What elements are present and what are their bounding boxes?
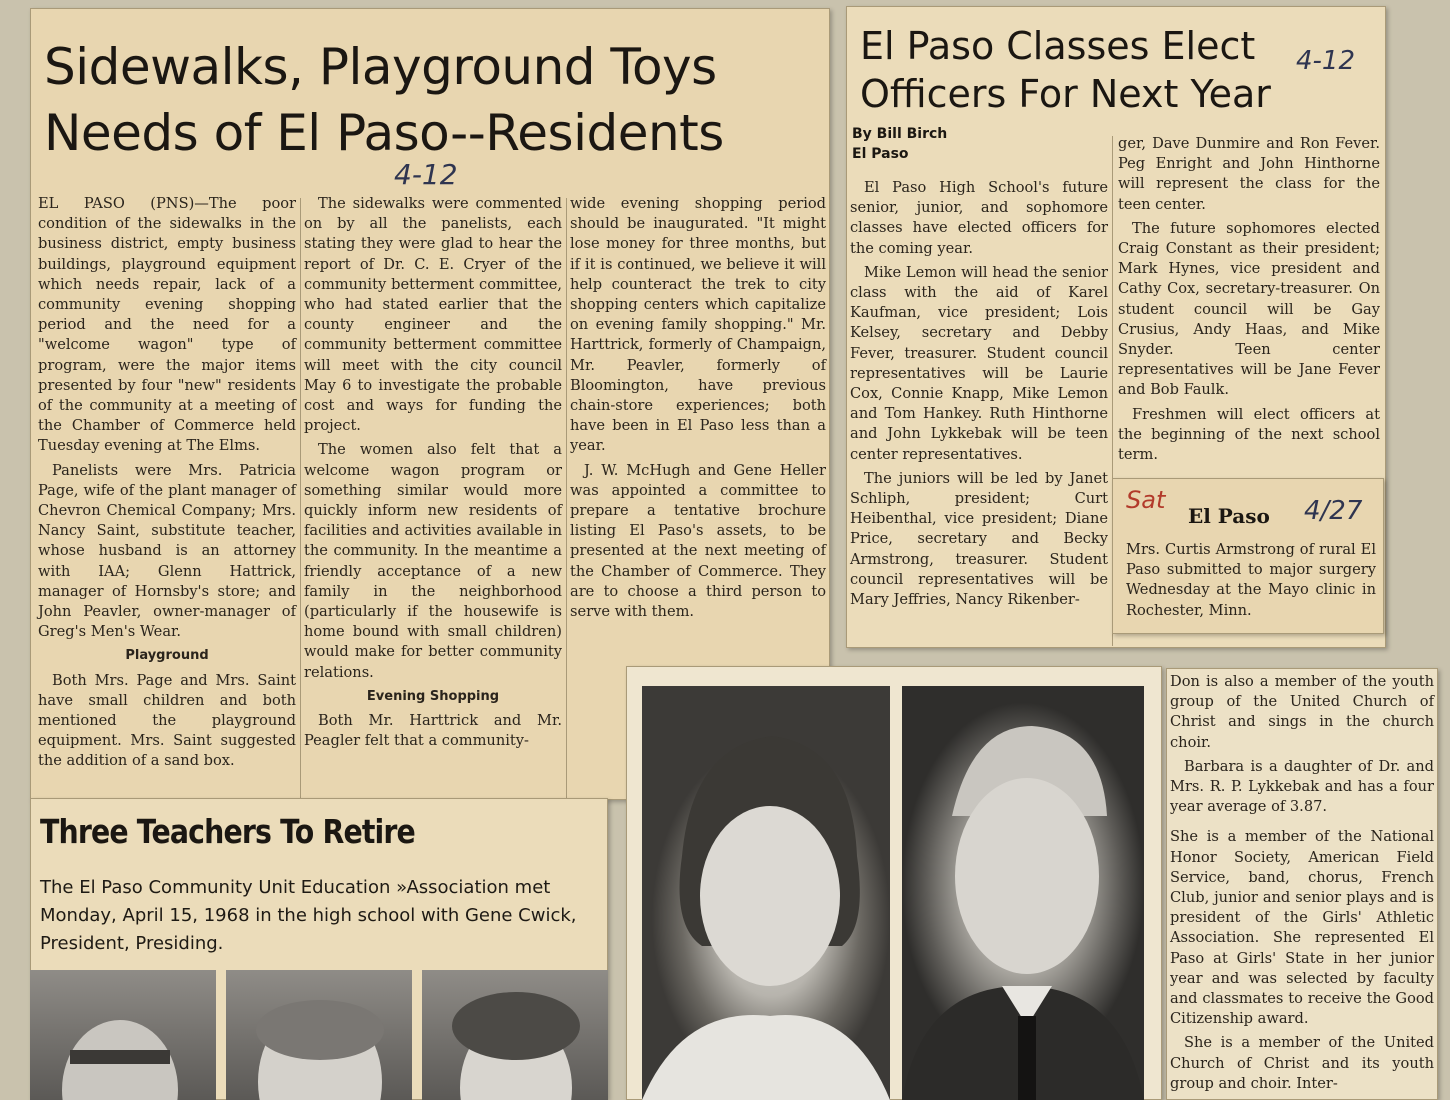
classes-column-1 bbox=[850, 178, 1108, 614]
subhead-playground: Playground bbox=[125, 648, 209, 664]
brief-title: El Paso bbox=[1188, 504, 1270, 528]
paragraph: The future sophomores elected Craig Constant as their president; Mark Hynes, vice president and Cathy Cox, secretary-treasurer. On student council will be Gay Crusius, Andy Haas, and Mike Snyder. Teen center representatives will be Jane Fever and Bob Faulk. bbox=[1118, 219, 1380, 399]
student-photo-don bbox=[902, 686, 1144, 1100]
sidewalks-headline-line2: Needs of El Paso--Residents bbox=[44, 104, 724, 162]
paragraph: Both Mrs. Page and Mrs. Saint have small children and both mentioned the playground equipment. Mrs. Saint suggested the addition of a sand box. bbox=[38, 671, 296, 770]
byline: By Bill Birch bbox=[852, 126, 948, 142]
classes-headline-line2: Officers For Next Year bbox=[860, 72, 1271, 116]
sidewalks-headline-line1: Sidewalks, Playground Toys bbox=[44, 38, 717, 96]
paragraph: J. W. McHugh and Gene Heller was appointed a committee to prepare a tentative brochure listing El Paso's assets, to be presented at the next meeting of the Chamber of Commerce. They are to choose a third person to serve with them. bbox=[570, 461, 826, 621]
portrait-barbara-svg bbox=[642, 686, 890, 1100]
paragraph: Panelists were Mrs. Patricia Page, wife of the plant manager of Chevron Chemical Company; Mrs. Nancy Saint, substitute teacher, whose husband is an attorney with IAA; Glenn Hattrick, manager of Hornsby's store; and John Peavler, owner-manager of Greg's Men's Wear. bbox=[38, 461, 296, 641]
paragraph: The women also felt that a welcome wagon program or something similar would more quickly inform new residents of facilities and activities available in the community. In the meantime a friendly acceptance of a new family in the neighborhood (particularly if the housewife is home bound with small children) would make for better community relations. bbox=[304, 441, 562, 681]
teachers-body: The El Paso Community Unit Education »Association met Monday, April 15, 1968 in the high school with Gene Cwick, President, Presiding. bbox=[40, 877, 577, 954]
paragraph: Both Mr. Harttrick and Mr. Peagler felt that a community- bbox=[304, 712, 562, 750]
sidewalks-column-2 bbox=[304, 194, 562, 755]
student-photos-clipping bbox=[626, 666, 1162, 1100]
column-rule bbox=[300, 198, 301, 798]
brief-body: Mrs. Curtis Armstrong of rural El Paso submitted to major surgery Wednesday at the Mayo clinic in Rochester, Minn. bbox=[1126, 541, 1376, 619]
sidewalks-headline bbox=[44, 34, 824, 166]
paragraph: Freshmen will elect officers at the beginning of the next school term. bbox=[1118, 405, 1380, 464]
bio-text bbox=[1170, 672, 1434, 1098]
teacher-photo-1 bbox=[30, 970, 216, 1100]
classes-column-2 bbox=[1118, 134, 1380, 469]
paragraph: The juniors will be led by Janet Schliph, president; Curt Heibenthal, vice president; Diane Price, secretary and Becky Armstrong, treasurer. Student council representatives will be Mary Jeffries, Nancy Rikenber- bbox=[850, 469, 1108, 609]
classes-headline-line1: El Paso Classes Elect bbox=[860, 24, 1256, 68]
paragraph: The sidewalks were commented on by all the panelists, each stating they were glad to hear the report of Dr. C. E. Cryer of the community betterment committee, who had stated earlier that the county engineer and the community betterment committee will meet with the city council May 6 to investigate the probable cost and ways for funding the project. bbox=[304, 195, 562, 435]
paragraph: ger, Dave Dunmire and Ron Fever. Peg Enright and John Hinthorne will represent the class for the teen center. bbox=[1118, 135, 1380, 213]
paragraph: Don is also a member of the youth group of the United Church of Christ and sings in the church choir. bbox=[1170, 673, 1434, 751]
portrait-1-svg bbox=[30, 970, 216, 1100]
teacher-photo-2 bbox=[226, 970, 412, 1100]
portrait-3-svg bbox=[422, 970, 608, 1100]
dateline: El Paso bbox=[852, 146, 909, 162]
paragraph: She is a member of the United Church of Christ and its youth group and choir. Inter- bbox=[1170, 1034, 1434, 1092]
paragraph: She is a member of the National Honor Society, American Field Service, band, chorus, French Club, junior and senior plays and is president of the Girls' Athletic Association. She represented El Paso at Girls' State in her junior year and was selected by faculty and classmates to receive the Good Citizenship award. bbox=[1170, 828, 1434, 1028]
sidewalks-column-3 bbox=[570, 194, 826, 626]
column-rule bbox=[566, 198, 567, 798]
brief-clipping bbox=[1112, 478, 1384, 634]
student-photo-barbara bbox=[642, 686, 890, 1100]
teachers-headline: Three Teachers To Retire bbox=[40, 812, 415, 851]
teachers-article bbox=[30, 798, 608, 1100]
paragraph: El Paso High School's future senior, junior, and sophomore classes have elected officers for the coming year. bbox=[850, 179, 1108, 257]
sidewalks-column-1 bbox=[38, 194, 296, 776]
portrait-don-svg bbox=[902, 686, 1144, 1100]
classes-date-note: 4-12 bbox=[1296, 46, 1356, 76]
brief-note-left: Sat bbox=[1126, 486, 1166, 514]
paragraph: Mike Lemon will head the senior class with the aid of Karel Kaufman, vice president; Lois Kelsey, secretary and Debby Fever, treasurer. Student council representatives will be Laurie Cox, Connie Knapp, Mike Lemon and Tom Hankey. Ruth Hinthorne and John Lykkebak will be teen center representatives. bbox=[850, 263, 1108, 463]
classes-headline bbox=[860, 22, 1330, 118]
bio-clipping bbox=[1166, 668, 1438, 1100]
teacher-photo-3 bbox=[422, 970, 608, 1100]
sidewalks-date-note: 4-12 bbox=[394, 158, 458, 191]
brief-note-right: 4/27 bbox=[1304, 496, 1363, 526]
portrait-2-svg bbox=[226, 970, 412, 1100]
subhead-evening-shopping: Evening Shopping bbox=[366, 688, 500, 704]
paragraph: Barbara is a daughter of Dr. and Mrs. R. P. Lykkebak and has a four year average of 3.87. bbox=[1170, 757, 1434, 816]
paragraph: wide evening shopping period should be inaugurated. "It might lose money for three months, but if it is continued, we believe it will help counteract the trek to city shopping centers which capitalize on evening family shopping." Mr. Harttrick, formerly of Champaign, Mr. Peavler, formerly of Bloomington, have previous chain-store experiences; both have been in El Paso less than a year. bbox=[570, 195, 826, 455]
paragraph: EL PASO (PNS)—The poor condition of the sidewalks in the business district, empty business buildings, playground equipment which needs repair, lack of a community evening shopping period and the need for a "welcome wagon" type of program, were the major items presented by four "new" residents of the community at a meeting of the Chamber of Commerce held Tuesday evening at The Elms. bbox=[38, 195, 296, 455]
